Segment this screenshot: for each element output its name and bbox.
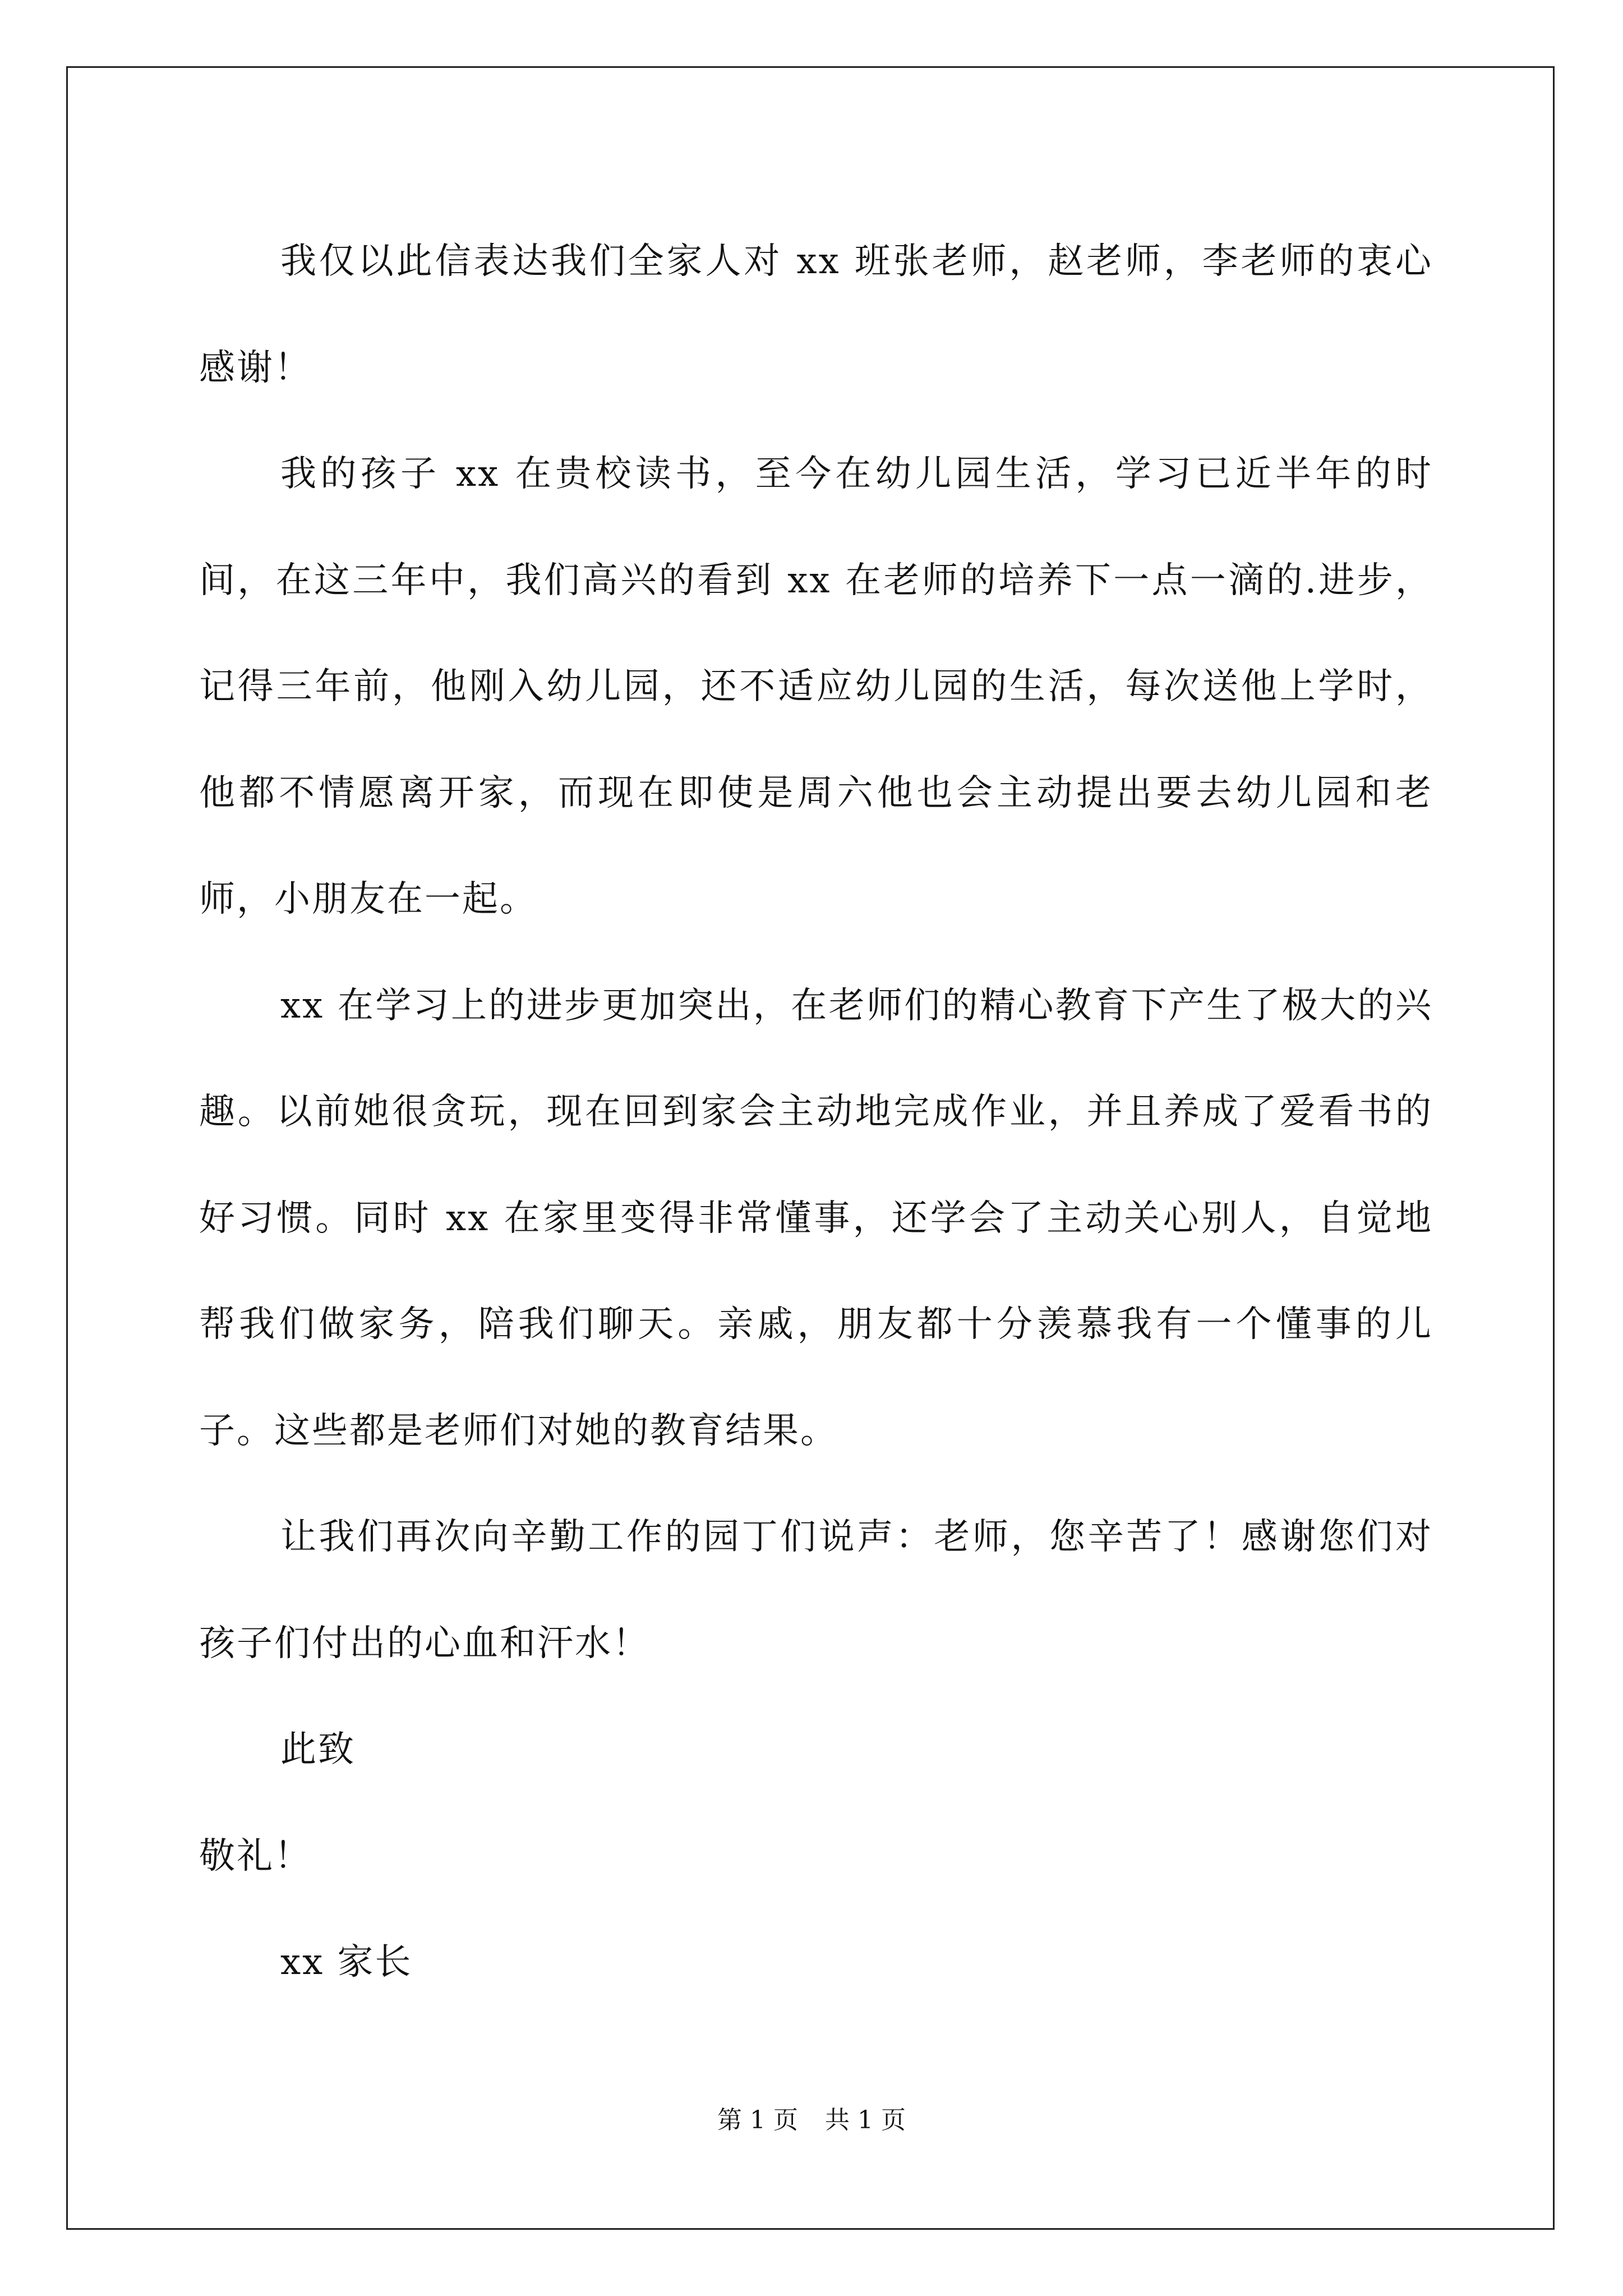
- letter-paragraph-1: 我仅以此信表达我们全家人对 xx 班张老师，赵老师，李老师的衷心感谢！: [199, 241, 1433, 389]
- letter-paragraph-3: xx 在学习上的进步更加突出，在老师们的精心教育下产生了极大的兴趣。以前她很贪玩，现在回到家会主动地完成作业，并且养成了爱看书的好习惯。同时 xx 在家里变得非常懂事，还学会了主动关心别人，自觉地帮我们做家务，陪我们聊天。亲戚，朋友都十分羡慕我有一个懂事的儿子。这些都是老师们对她的教育结果。: [199, 984, 1433, 1452]
- letter-salutation: 敬礼！: [199, 1835, 312, 1877]
- letter-closing: 此致: [280, 1729, 356, 1770]
- page-number-current: 第 1 页: [717, 2106, 798, 2134]
- page-number-total: 共 1 页: [825, 2106, 906, 2134]
- letter-paragraph-4: 让我们再次向辛勤工作的园丁们说声：老师，您辛苦了！感谢您们对孩子们付出的心血和汗水！: [199, 1516, 1433, 1664]
- page-footer: [0, 2100, 1623, 2136]
- letter-paragraph-2: 我的孩子 xx 在贵校读书，至今在幼儿园生活，学习已近半年的时间，在这三年中，我们高兴的看到 xx 在老师的培养下一点一滴的.进步，记得三年前，他刚入幼儿园，还不适应幼儿园的生活，每次送他上学时，他都不情愿离开家，而现在即使是周六他也会主动提出要去幼儿园和老师，小朋友在一起。: [199, 453, 1433, 920]
- letter-signature: xx 家长: [280, 1941, 413, 1983]
- letter-body: [199, 209, 1433, 2016]
